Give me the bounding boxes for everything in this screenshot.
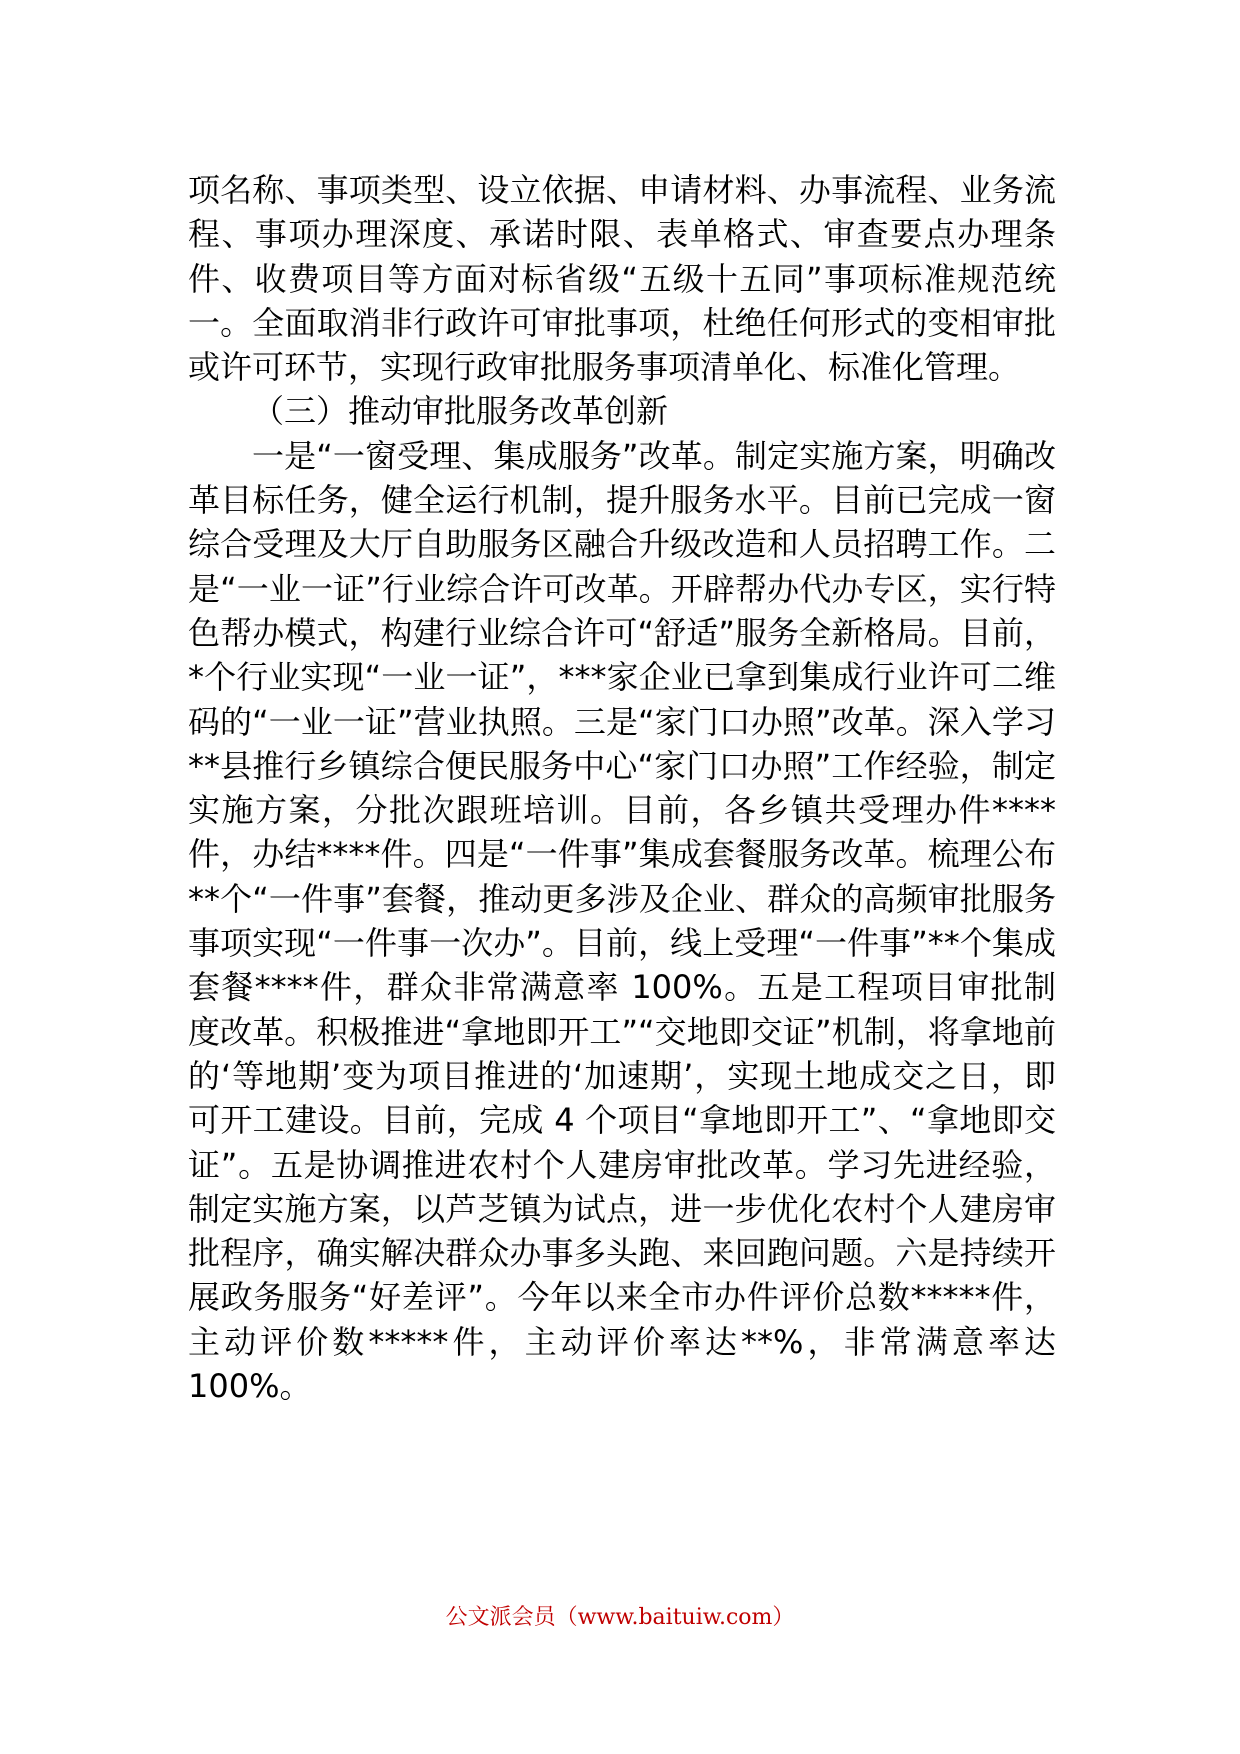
document-body [188, 168, 1056, 1408]
footer-watermark: 公文派会员（www.baituiw.com） [445, 1605, 795, 1630]
section-heading: （三）推动审批服务改革创新 [252, 392, 669, 431]
paragraph-continuation: 项名称、事项类型、设立依据、申请材料、办事流程、业务流程、事项办理深度、承诺时限、表单格式、审查要点办理条件、收费项目等方面对标省级“五级十五同”事项标准规范统一。全面取消非行政许可审批事项，杜绝任何形式的变相审批或许可环节，实现行政审批服务事项清单化、标准化管理。 [188, 171, 1056, 387]
paragraph-reform-details: 一是“一窗受理、集成服务”改革。制定实施方案，明确改革目标任务，健全运行机制，提升服务水平。目前已完成一窗综合受理及大厅自助服务区融合升级改造和人员招聘工作。二是“一业一证”行业综合许可改革。开辟帮办代办专区，实行特色帮办模式，构建行业综合许可“舒适”服务全新格局。目前，*个行业实现“一业一证”，***家企业已拿到集成行业许可二维码的“一业一证”营业执照。三是“家门口办照”改革。深入学习**县推行乡镇综合便民服务中心“家门口办照”工作经验，制定实施方案，分批次跟班培训。目前，各乡镇共受理办件****件，办结****件。四是“一件事”集成套餐服务改革。梳理公布**个“一件事”套餐，推动更多涉及企业、群众的高频审批服务事项实现“一件事一次办”。目前，线上受理“一件事”**个集成套餐****件，群众非常满意率 100%。五是工程项目审批制度改革。积极推进“拿地即开工”“交地即交证”机制，将拿地前的‘等地期’变为项目推进的‘加速期’，实现土地成交之日，即可开工建设。目前，完成 4 个项目“拿地即开工”、“拿地即交证”。五是协调推进农村个人建房审批改革。学习先进经验，制定实施方案，以芦芝镇为试点，进一步优化农村个人建房审批程序，确实解决群众办事多头跑、来回跑问题。六是持续开展政务服务“好差评”。今年以来全市办件评价总数*****件，主动评价数*****件，主动评价率达**%，非常满意率达 100%。 [188, 436, 1056, 1406]
